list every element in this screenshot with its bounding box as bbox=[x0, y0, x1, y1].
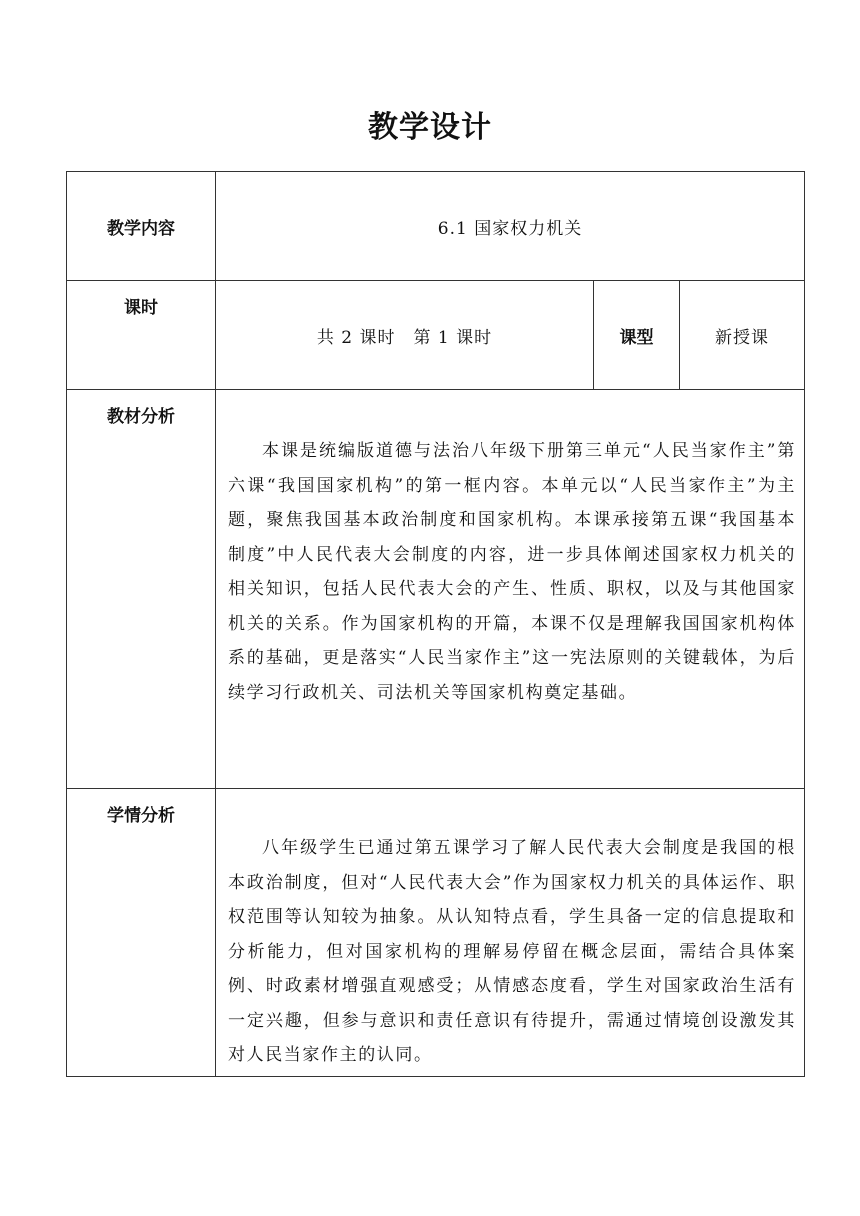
row-textbook-analysis bbox=[67, 390, 805, 789]
lesson-design-table bbox=[66, 171, 805, 1077]
textbook-analysis-cell bbox=[216, 390, 805, 789]
label-textbook-analysis: 教材分析 bbox=[67, 390, 216, 789]
value-lesson-type: 新授课 bbox=[680, 281, 805, 390]
document-title: 教学设计 bbox=[368, 110, 492, 145]
row-teaching-content bbox=[67, 172, 805, 281]
value-teaching-content: 6.1 国家权力机关 bbox=[216, 172, 805, 281]
row-class-period bbox=[67, 281, 805, 390]
label-class-period: 课时 bbox=[67, 281, 216, 390]
label-lesson-type: 课型 bbox=[594, 281, 680, 390]
label-student-analysis: 学情分析 bbox=[67, 789, 216, 1077]
value-class-period: 共 2 课时 第 1 课时 bbox=[216, 281, 594, 390]
label-teaching-content: 教学内容 bbox=[67, 172, 216, 281]
student-analysis-cell bbox=[216, 789, 805, 1077]
row-student-analysis bbox=[67, 789, 805, 1077]
textbook-analysis-text: 本课是统编版道德与法治八年级下册第三单元“人民当家作主”第六课“我国国家机构”的第一框内容。本单元以“人民当家作主”为主题，聚焦我国基本政治制度和国家机构。本课承接第五课“我国基本制度”中人民代表大会制度的内容，进一步具体阐述国家权力机关的相关知识，包括人民代表大会的产生、性质、职权，以及与其他国家机关的关系。作为国家机构的开篇，本课不仅是理解我国国家机构体系的基础，更是落实“人民当家作主”这一宪法原则的关键载体，为后续学习行政机关、司法机关等国家机构奠定基础。 bbox=[228, 441, 796, 703]
student-analysis-text: 八年级学生已通过第五课学习了解人民代表大会制度是我国的根本政治制度，但对“人民代表大会”作为国家权力机关的具体运作、职权范围等认知较为抽象。从认知特点看，学生具备一定的信息提取和分析能力，但对国家机构的理解易停留在概念层面，需结合具体案例、时政素材增强直观感受；从情感态度看，学生对国家政治生活有一定兴趣，但参与意识和责任意识有待提升，需通过情境创设激发其对人民当家作主的认同。 bbox=[228, 838, 796, 1065]
